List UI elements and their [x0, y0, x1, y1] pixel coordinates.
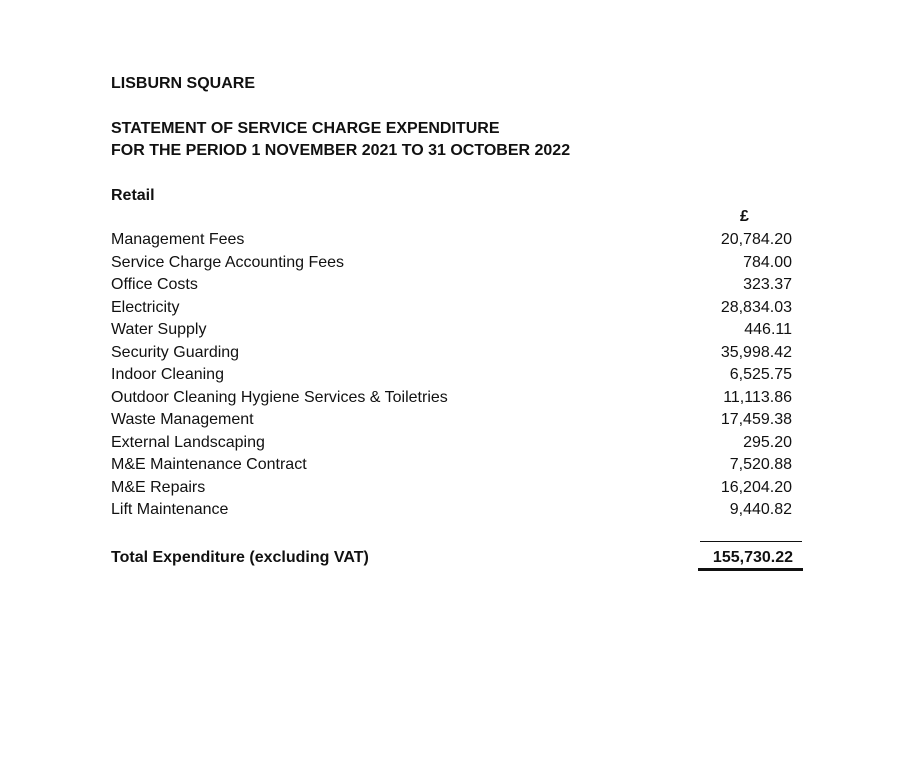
expenditure-row: [111, 455, 791, 478]
expenditure-amount: 446.11: [744, 321, 792, 338]
total-double-underline: [698, 568, 803, 571]
expenditure-amount: 9,440.82: [729, 501, 792, 518]
expenditure-amount: 35,998.42: [720, 343, 792, 361]
expenditure-amount: 784.00: [743, 253, 792, 271]
expenditure-label: Water Supply: [111, 321, 207, 338]
statement-period: FOR THE PERIOD 1 NOVEMBER 2021 TO 31 OCTOBER 2022: [111, 142, 571, 159]
expenditure-label: M&E Repairs: [111, 478, 206, 496]
expenditure-label: Indoor Cleaning: [111, 366, 224, 383]
expenditure-row: [111, 320, 791, 343]
expenditure-row: [111, 388, 791, 411]
expenditure-label: Management Fees: [111, 231, 245, 248]
currency-header: £: [740, 208, 749, 225]
total-top-rule: [700, 541, 802, 542]
expenditure-label: Service Charge Accounting Fees: [111, 253, 345, 271]
expenditure-row: [111, 365, 791, 388]
statement-title: STATEMENT OF SERVICE CHARGE EXPENDITURE: [111, 120, 500, 137]
expenditure-label: External Landscaping: [111, 433, 265, 451]
organization-name: LISBURN SQUARE: [111, 75, 256, 92]
expenditure-row: [111, 230, 791, 253]
expenditure-amount: 6,525.75: [729, 366, 792, 383]
expenditure-row: [111, 478, 791, 501]
section-heading: Retail: [111, 187, 155, 204]
expenditure-label: Security Guarding: [111, 343, 240, 361]
expenditure-amount: 28,834.03: [720, 298, 792, 316]
expenditure-amount: 323.37: [743, 276, 792, 293]
expenditure-row: [111, 275, 791, 298]
expenditure-amount: 20,784.20: [720, 231, 792, 248]
expenditure-amount: 17,459.38: [720, 411, 792, 428]
expenditure-row: [111, 410, 791, 433]
expenditure-label: Lift Maintenance: [111, 501, 229, 518]
expenditure-amount: 11,113.86: [723, 388, 792, 406]
expenditure-row: [111, 253, 791, 276]
expenditure-list: [111, 230, 791, 523]
expenditure-row: [111, 500, 791, 523]
total-amount: 155,730.22: [712, 549, 793, 566]
expenditure-amount: 16,204.20: [720, 478, 792, 496]
expenditure-label: M&E Maintenance Contract: [111, 456, 307, 473]
expenditure-label: Office Costs: [111, 276, 198, 293]
expenditure-row: [111, 343, 791, 366]
expenditure-amount: 295.20: [743, 433, 792, 451]
expenditure-label: Waste Management: [111, 411, 254, 428]
expenditure-row: [111, 298, 791, 321]
expenditure-label: Outdoor Cleaning Hygiene Services & Toiletries: [111, 388, 448, 406]
expenditure-amount: 7,520.88: [729, 456, 792, 473]
expenditure-row: [111, 433, 791, 456]
total-label: Total Expenditure (excluding VAT): [111, 549, 369, 566]
expenditure-label: Electricity: [111, 298, 180, 316]
